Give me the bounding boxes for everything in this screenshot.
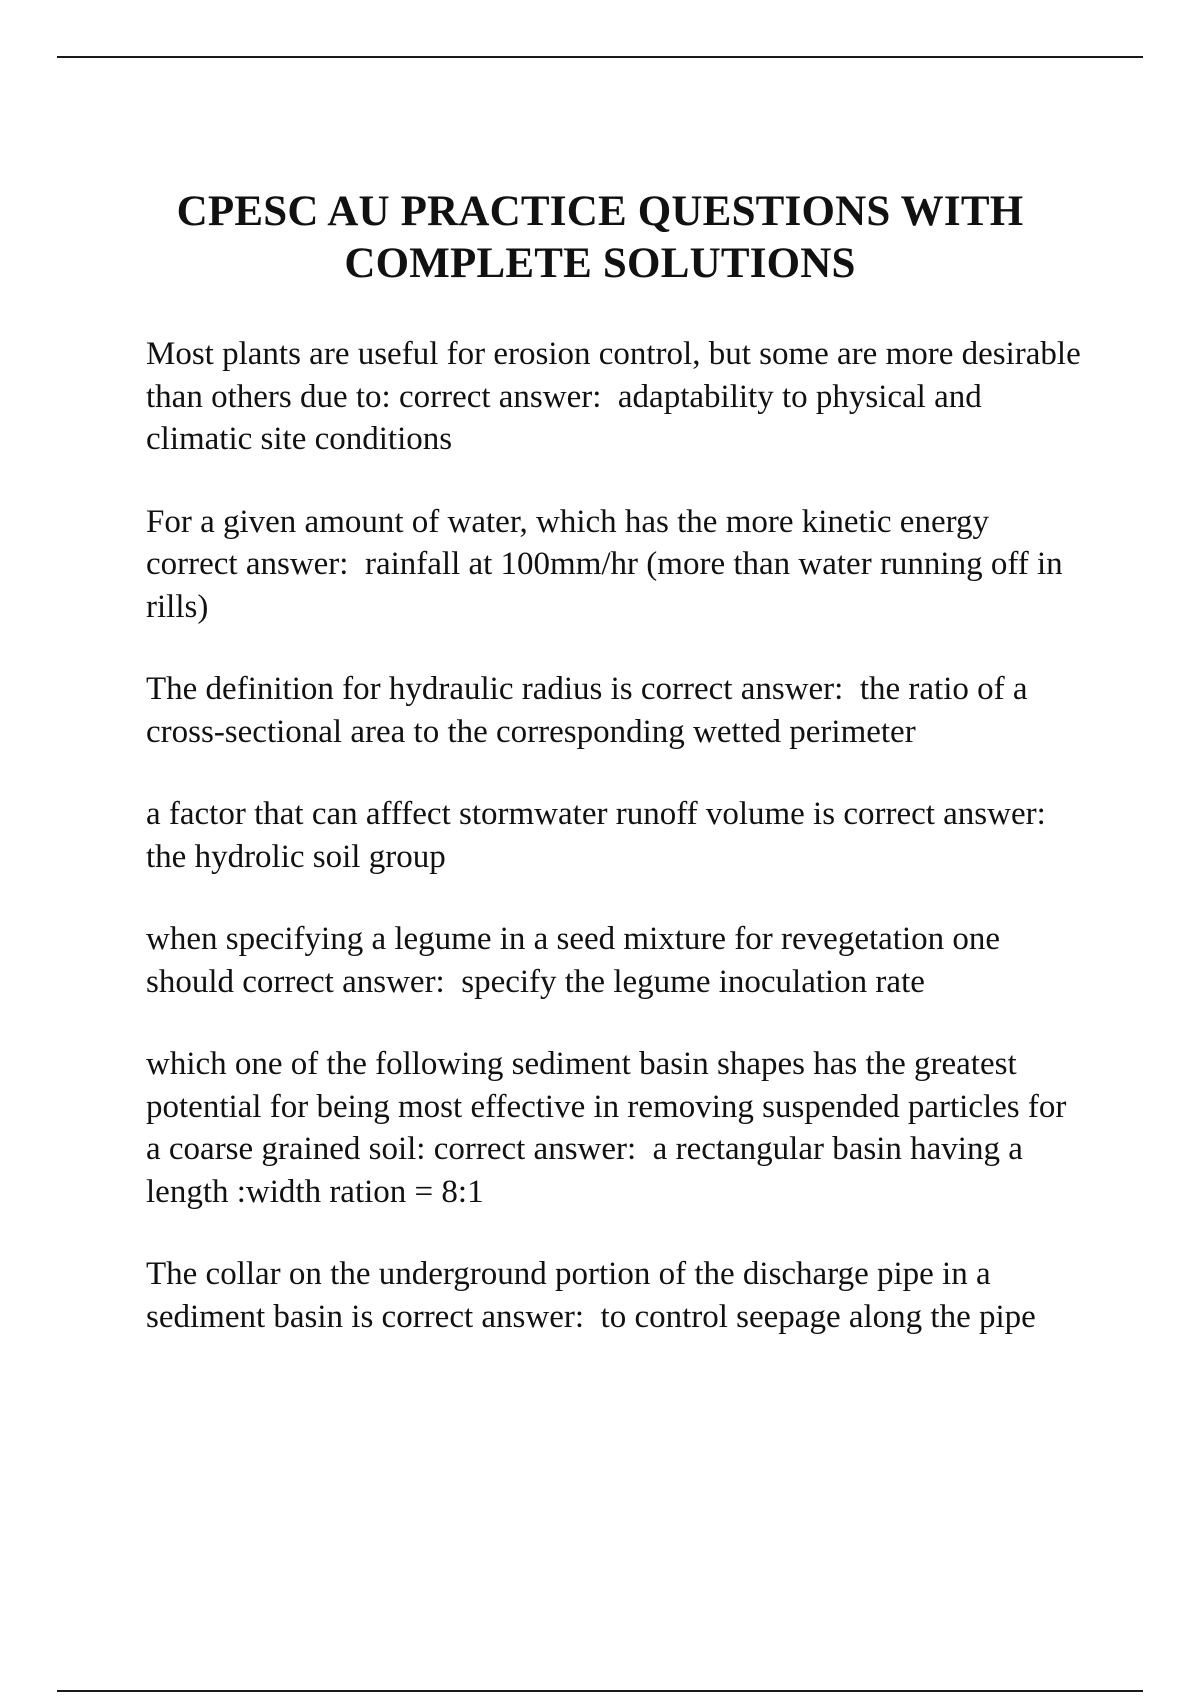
document-title	[100, 186, 1100, 290]
title-line-2: COMPLETE SOLUTIONS	[344, 240, 856, 287]
qa-item-1: Most plants are useful for erosion control, but some are more desirable than others due to: correct answer: adaptability to physical and climatic site conditions	[146, 336, 1089, 457]
qa-item-3: The definition for hydraulic radius is correct answer: the ratio of a cross-sectional area to the corresponding wetted perimeter	[146, 671, 1036, 750]
qa-list	[146, 333, 1089, 1378]
header-rule	[57, 56, 1143, 58]
qa-item-2: For a given amount of water, which has the more kinetic energy correct answer: rainfall at 100mm/hr (more than water running off in rills)	[146, 503, 1071, 625]
qa-item-5: when specifying a legume in a seed mixture for revegetation one should correct answer: specify the legume inoculation rate	[146, 921, 1009, 1000]
title-line-1: CPESC AU PRACTICE QUESTIONS WITH	[176, 188, 1024, 235]
qa-item-6: which one of the following sediment basin shapes has the greatest potential for being most effective in removing suspended particles for a coarse grained soil: correct answer: a rectangular basin having a length :width ration = 8:1	[146, 1046, 1075, 1210]
qa-item-4: a factor that can afffect stormwater runoff volume is correct answer: the hydrolic soil group	[146, 796, 1063, 875]
footer-rule	[57, 1690, 1143, 1692]
qa-item-7: The collar on the underground portion of the discharge pipe in a sediment basin is correct answer: to control seepage along the pipe	[146, 1256, 1036, 1335]
